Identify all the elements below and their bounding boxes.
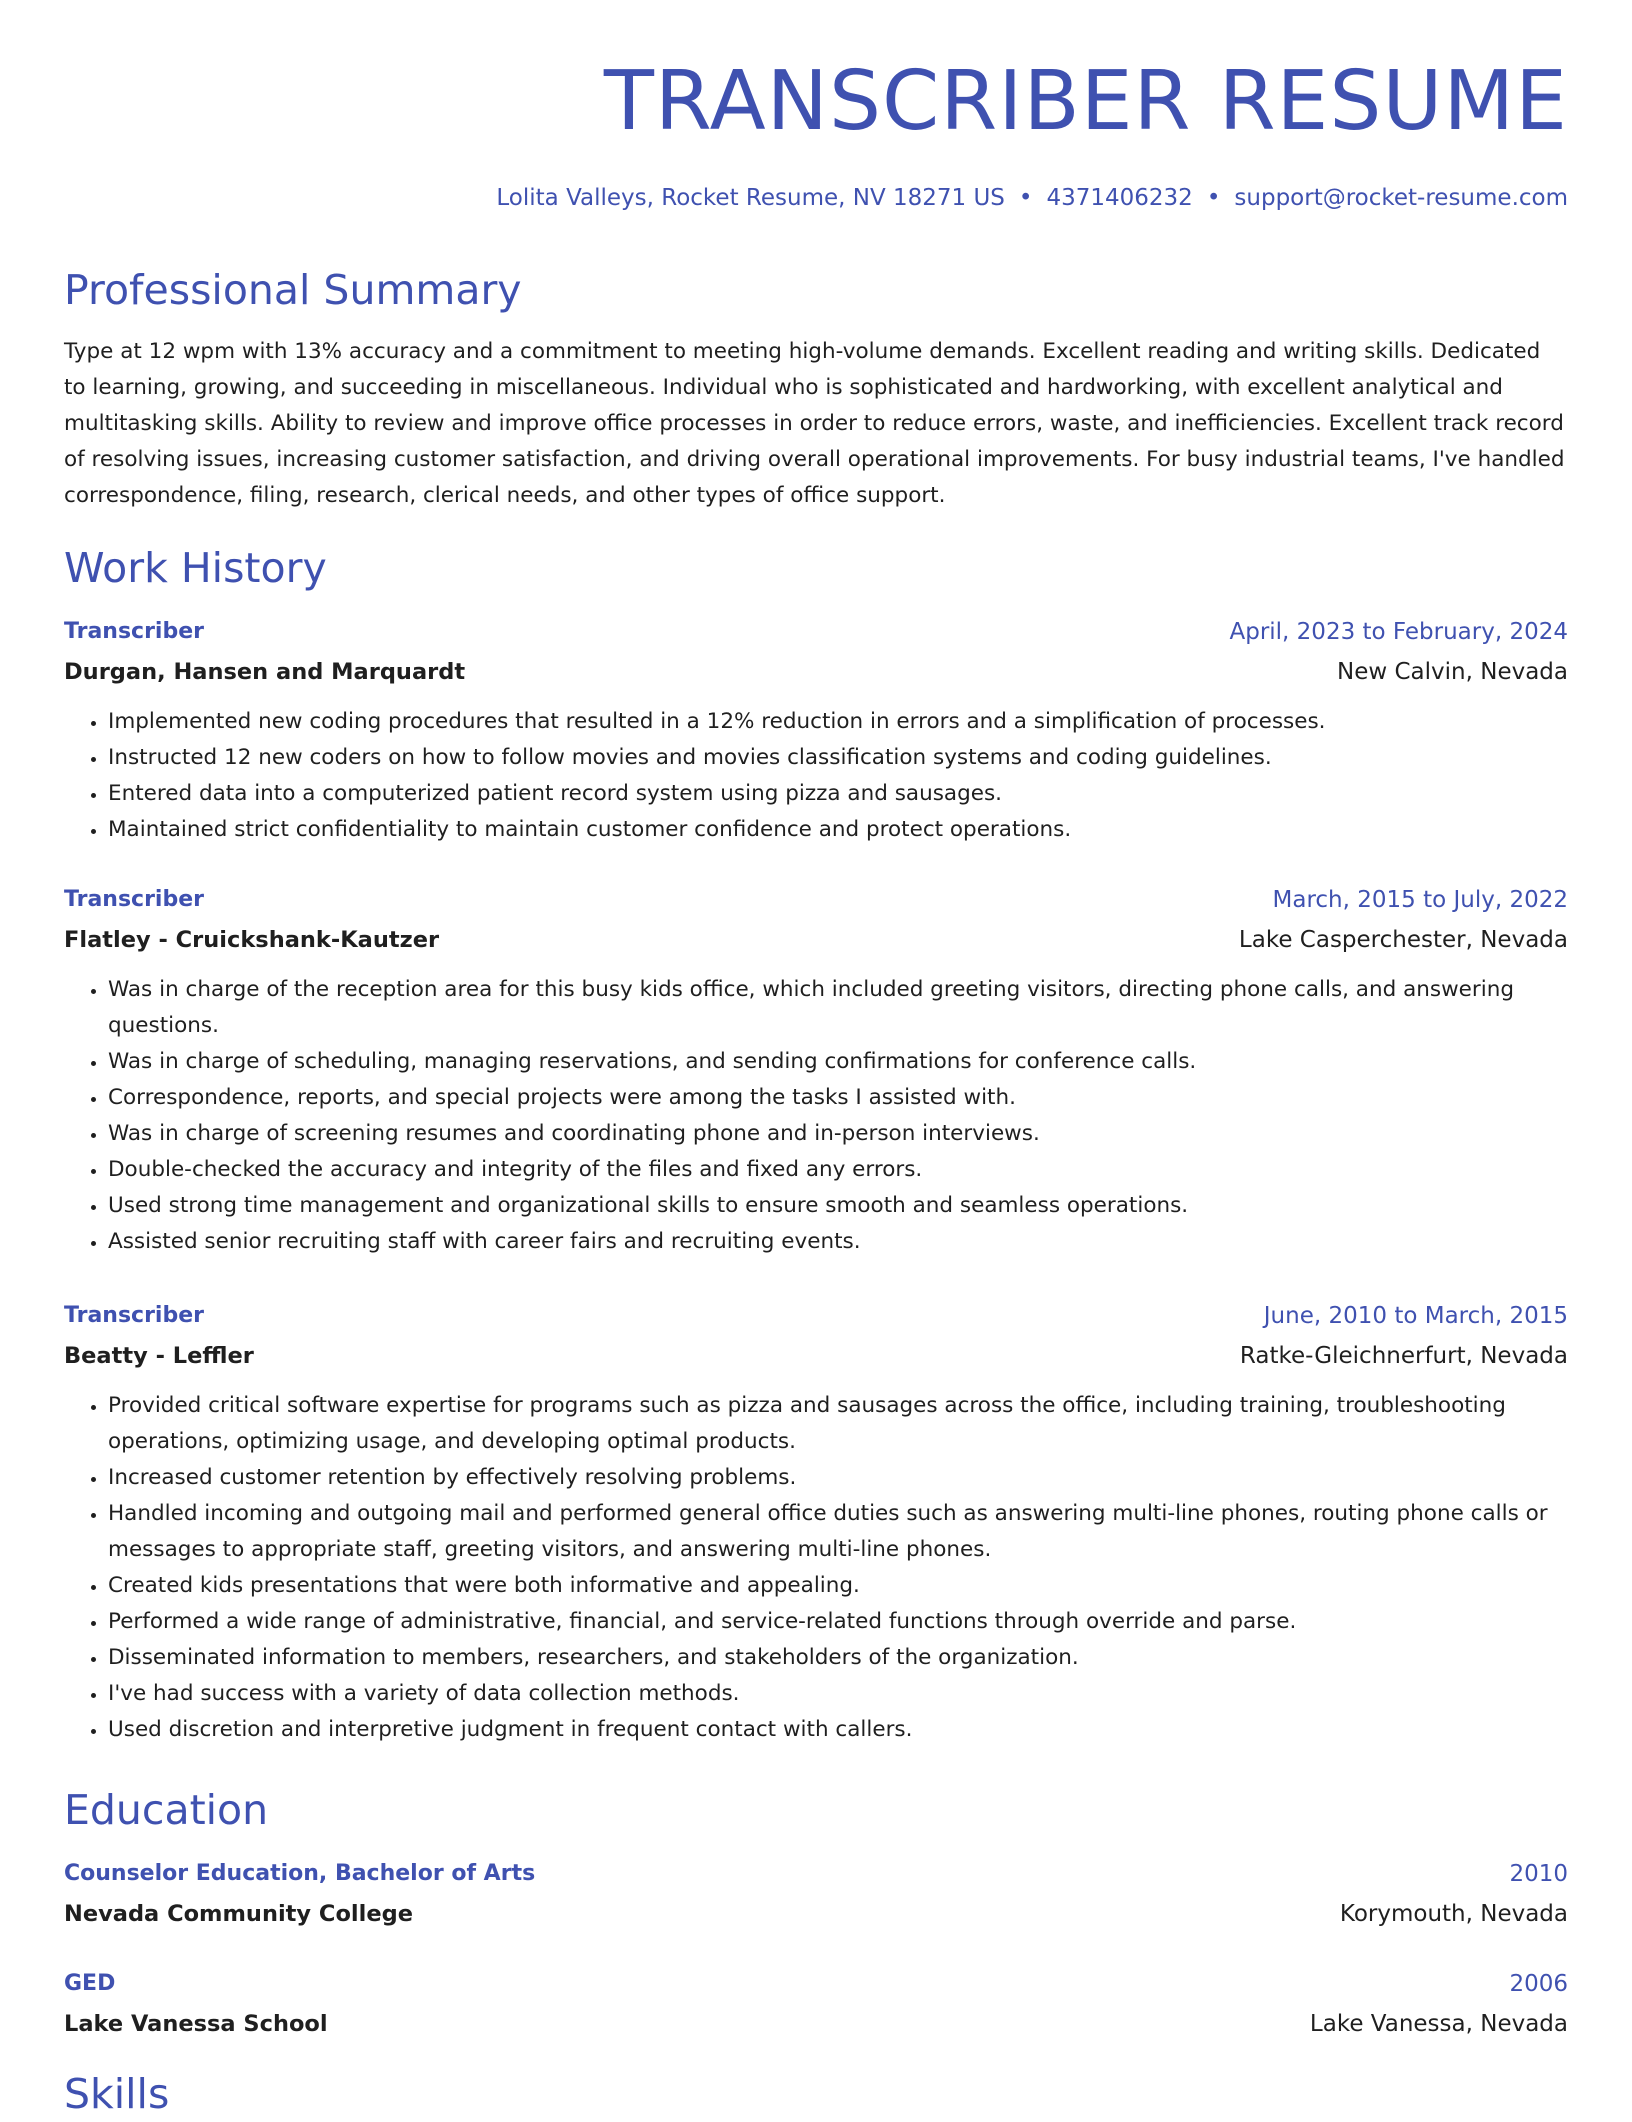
job-dates: March, 2015 to July, 2022 <box>1272 887 1568 913</box>
job-location: Lake Casperchester, Nevada <box>1238 927 1568 953</box>
education-header-row <box>64 1854 1568 1894</box>
education-entry <box>64 1964 1568 2044</box>
job-location: Ratke-Gleichnerfurt, Nevada <box>1239 1343 1568 1369</box>
job-bullet: • Increased customer retention by effectively resolving problems. <box>108 1460 1568 1496</box>
job-bullet: • I've had success with a variety of data collection methods. <box>108 1676 1568 1712</box>
job-bullet: • Used discretion and interpretive judgment in frequent contact with callers. <box>108 1712 1568 1748</box>
education-location: Lake Vanessa, Nevada <box>1309 2011 1568 2037</box>
job-company-row <box>64 1336 1568 1376</box>
education-header-row <box>64 1964 1568 2004</box>
job-dates: April, 2023 to February, 2024 <box>1229 619 1568 645</box>
job-company-row <box>64 652 1568 692</box>
job-bullet: • Was in charge of the reception area for this busy kids office, which included greeting visitors, directing phone calls, and answering questions. <box>108 972 1568 1044</box>
job-bullet: • Instructed 12 new coders on how to follow movies and movies classification systems and coding guidelines. <box>108 740 1568 776</box>
contact-email: support@rocket-resume.com <box>1234 185 1568 211</box>
job-bullet: • Handled incoming and outgoing mail and performed general office duties such as answering multi-line phones, routing phone calls or messages to appropriate staff, greeting visitors, and answering multi-line phones. <box>108 1496 1568 1568</box>
job-company: Durgan, Hansen and Marquardt <box>64 659 466 685</box>
education-school-row <box>64 2004 1568 2044</box>
work-history-heading: Work History <box>64 544 327 592</box>
job-bullets <box>64 1388 1568 1748</box>
education-year: 2006 <box>1509 1971 1568 1997</box>
job-bullet: • Used strong time management and organizational skills to ensure smooth and seamless operations. <box>108 1188 1568 1224</box>
summary-heading: Professional Summary <box>64 266 522 314</box>
job-bullet: • Was in charge of scheduling, managing reservations, and sending confirmations for conference calls. <box>108 1044 1568 1080</box>
job-bullet: • Disseminated information to members, researchers, and stakeholders of the organization. <box>108 1640 1568 1676</box>
job-bullets <box>64 704 1568 848</box>
job-entry <box>64 1296 1568 1748</box>
contact-separator: • <box>1018 185 1033 211</box>
job-bullet: • Created kids presentations that were both informative and appealing. <box>108 1568 1568 1604</box>
job-bullet: • Was in charge of screening resumes and coordinating phone and in-person interviews. <box>108 1116 1568 1152</box>
education-year: 2010 <box>1509 1861 1568 1887</box>
job-dates: June, 2010 to March, 2015 <box>1263 1303 1568 1329</box>
job-entry <box>64 880 1568 1260</box>
job-header-row <box>64 612 1568 652</box>
job-bullets <box>64 972 1568 1260</box>
job-bullet: • Implemented new coding procedures that resulted in a 12% reduction in errors and a simplification of processes. <box>108 704 1568 740</box>
job-location: New Calvin, Nevada <box>1337 659 1568 685</box>
contact-line <box>496 180 1568 216</box>
education-degree: Counselor Education, Bachelor of Arts <box>64 1861 536 1886</box>
contact-address: Lolita Valleys, Rocket Resume, NV 18271 US <box>496 185 1005 211</box>
education-entry <box>64 1854 1568 1934</box>
job-header-row <box>64 880 1568 920</box>
job-bullet: • Entered data into a computerized patient record system using pizza and sausages. <box>108 776 1568 812</box>
job-bullet: • Provided critical software expertise for programs such as pizza and sausages across the office, including training, troubleshooting operations, optimizing usage, and developing optimal products. <box>108 1388 1568 1460</box>
contact-phone: 4371406232 <box>1046 185 1193 211</box>
job-header-row <box>64 1296 1568 1336</box>
job-bullet: • Maintained strict confidentiality to maintain customer confidence and protect operations. <box>108 812 1568 848</box>
job-role: Transcriber <box>64 887 204 912</box>
resume-title: TRANSCRIBER RESUME <box>603 54 1568 149</box>
summary-text: Type at 12 wpm with 13% accuracy and a commitment to meeting high-volume demands. Excellent reading and writing skills. Dedicated to learning, growing, and succeeding in miscellaneous. Individual who is sophisticated and hardworking, with excellent analytical and multitasking skills. Ability to review and improve office processes in order to reduce errors, waste, and inefficiencies. Excellent track record of resolving issues, increasing customer satisfaction, and driving overall operational improvements. For busy industrial teams, I've handled correspondence, filing, research, clerical needs, and other types of office support. <box>64 339 1565 508</box>
education-location: Korymouth, Nevada <box>1339 1901 1568 1927</box>
job-company: Flatley - Cruickshank-Kautzer <box>64 927 440 953</box>
education-degree: GED <box>64 1971 116 1996</box>
contact-separator: • <box>1206 185 1221 211</box>
education-school: Lake Vanessa School <box>64 2011 328 2037</box>
job-company-row <box>64 920 1568 960</box>
job-role: Transcriber <box>64 619 204 644</box>
skills-heading: Skills <box>64 2070 170 2118</box>
education-school-row <box>64 1894 1568 1934</box>
job-entry <box>64 612 1568 848</box>
job-bullet: • Assisted senior recruiting staff with career fairs and recruiting events. <box>108 1224 1568 1260</box>
job-bullet: • Double-checked the accuracy and integrity of the files and fixed any errors. <box>108 1152 1568 1188</box>
job-company: Beatty - Leffler <box>64 1343 254 1369</box>
job-role: Transcriber <box>64 1303 204 1328</box>
job-bullet: • Correspondence, reports, and special projects were among the tasks I assisted with. <box>108 1080 1568 1116</box>
education-school: Nevada Community College <box>64 1901 413 1927</box>
job-bullet: • Performed a wide range of administrative, financial, and service-related functions through override and parse. <box>108 1604 1568 1640</box>
education-heading: Education <box>64 1786 269 1834</box>
